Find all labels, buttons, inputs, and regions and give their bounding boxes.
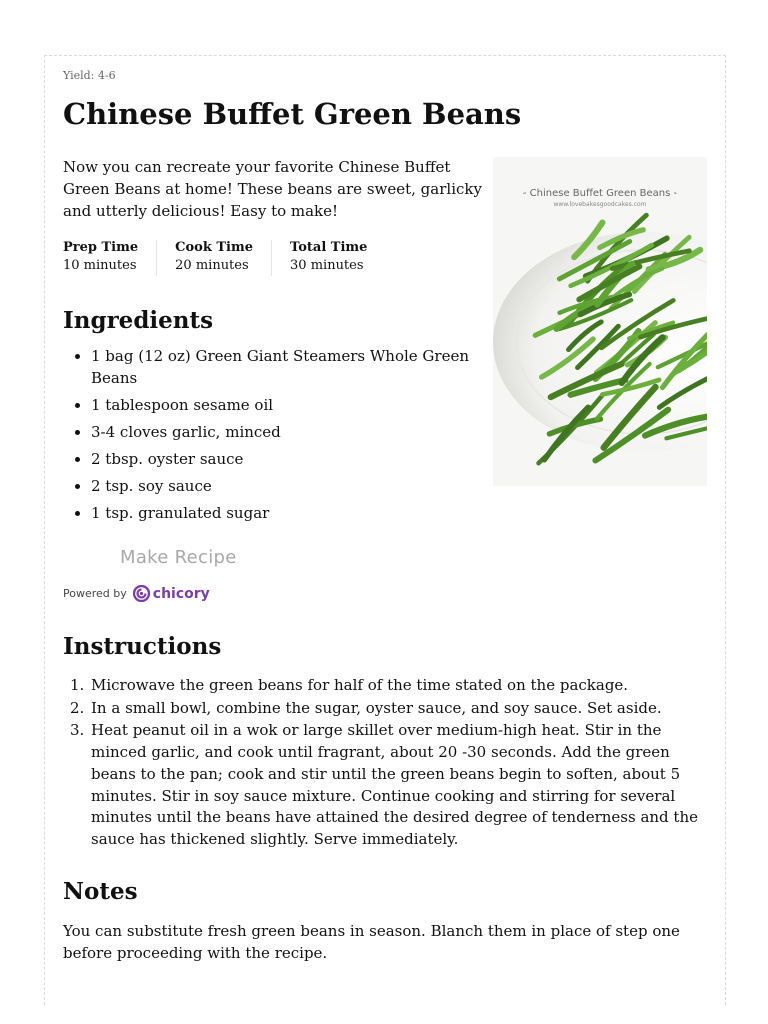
cook-time-value: 20 minutes [175,258,249,273]
make-recipe-button[interactable]: Make Recipe [120,547,237,568]
notes-heading: Notes [63,878,138,905]
chicory-logo[interactable] [133,585,210,602]
ingredient-item: 1 tablespoon sesame oil [63,394,473,416]
prep-time [63,240,157,276]
ingredient-item: 3-4 cloves garlic, minced [63,421,473,443]
ingredient-item: 2 tsp. soy sauce [63,475,473,497]
photo-caption: - Chinese Buffet Green Beans - [522,188,678,199]
prep-time-label: Prep Time [63,240,139,255]
step-text: Heat peanut oil in a wok or large skillet over medium-high heat. Stir in the minced garlic, and cook until fragrant, about 20 -30 seconds. Add the green beans to the pan; cook and stir until the green beans begin to soften, about 5 minutes. Stir in soy sauce mixture. Continue cooking and stirring for several minutes until the beans have attained the desired degree of tenderness and the sauce has thickened slightly. Serve immediately. [91,721,698,848]
instruction-step [63,675,703,697]
total-time-label: Total Time [290,240,368,255]
ingredient-item: 1 tsp. granulated sugar [63,502,473,524]
step-number: 2. [70,698,85,717]
powered-by-text: Powered by [63,587,127,600]
ingredients-list [63,345,473,529]
step-text: Microwave the green beans for half of the time stated on the package. [91,676,629,694]
recipe-photo [493,157,707,486]
cook-time [175,240,272,276]
instructions-heading: Instructions [63,633,222,660]
recipe-yield: Yield: 4-6 [63,69,116,82]
instruction-step [63,720,703,850]
recipe-summary: Now you can recreate your favorite Chinese Buffet Green Beans at home! These beans are sweet, garlicky and utterly delicious! Easy to make! [63,158,482,220]
instruction-step [63,698,703,720]
photo-site: www.lovebakesgoodcakes.com [553,201,647,208]
ingredient-item: 2 tbsp. oyster sauce [63,448,473,470]
recipe-title: Chinese Buffet Green Beans [63,97,522,131]
prep-time-value: 10 minutes [63,258,137,273]
ingredients-heading: Ingredients [63,307,214,334]
chicory-wordmark: chicory [152,585,210,602]
notes-text: You can substitute fresh green beans in season. Blanch them in place of step one before proceeding with the recipe. [63,922,680,962]
powered-by-chicory[interactable] [63,585,210,602]
step-number: 3. [70,721,85,740]
cook-time-label: Cook Time [175,240,254,255]
total-time [290,240,385,276]
step-text: In a small bowl, combine the sugar, oyster sauce, and soy sauce. Set aside. [91,698,662,717]
recipe-times [63,240,403,276]
step-number: 1. [70,676,85,694]
instructions-list [63,675,703,852]
ingredient-item: 1 bag (12 oz) Green Giant Steamers Whole Green Beans [63,345,473,389]
total-time-value: 30 minutes [290,258,364,273]
chicory-logo-icon [133,585,150,602]
